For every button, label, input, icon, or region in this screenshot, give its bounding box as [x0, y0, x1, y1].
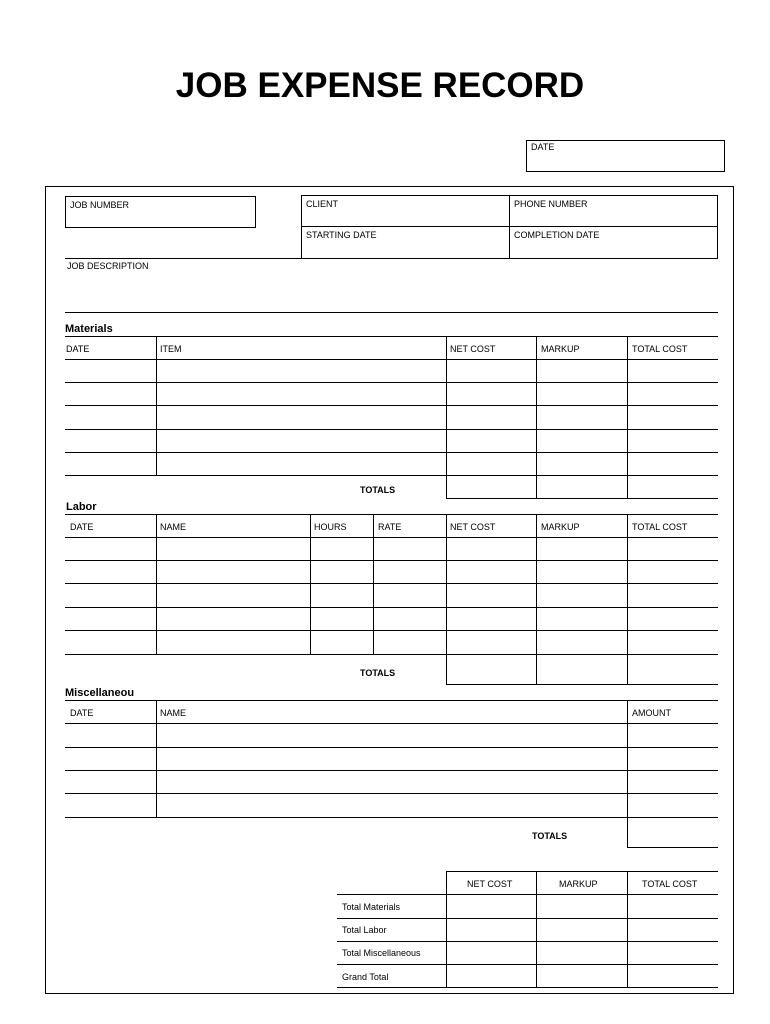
labor-col-divider [310, 514, 311, 654]
summary-row-total-materials: Total Materials [342, 902, 401, 912]
table-row[interactable] [65, 405, 718, 406]
labor-totals-bottom [446, 684, 718, 685]
table-row[interactable] [65, 654, 718, 655]
summary-col-net-cost: NET COST [467, 879, 513, 889]
materials-col-total-cost: TOTAL COST [632, 344, 688, 354]
table-row[interactable] [65, 382, 718, 383]
materials-col-divider [156, 336, 157, 475]
client-grid-left-bottom [65, 258, 301, 259]
table-row[interactable] [65, 359, 718, 360]
labor-col-markup: MARKUP [541, 522, 580, 532]
table-row[interactable] [65, 452, 718, 453]
materials-totals-bottom [446, 498, 718, 499]
client-label: CLIENT [306, 199, 339, 209]
materials-col-divider [446, 336, 447, 498]
table-row[interactable] [65, 770, 718, 771]
table-row[interactable] [337, 918, 718, 919]
completion-date-label: COMPLETION DATE [514, 230, 600, 240]
labor-col-total-cost: TOTAL COST [632, 522, 688, 532]
table-row[interactable] [65, 537, 718, 538]
materials-col-divider [536, 336, 537, 498]
table-row[interactable] [337, 941, 718, 942]
summary-col-total-cost: TOTAL COST [642, 879, 698, 889]
misc-col-divider [627, 700, 628, 847]
starting-date-label: STARTING DATE [306, 230, 377, 240]
job-number-label: JOB NUMBER [70, 200, 130, 210]
misc-heading: Miscellaneou [65, 687, 135, 699]
labor-col-net-cost: NET COST [450, 522, 496, 532]
labor-col-hours: HOURS [314, 522, 347, 532]
table-row[interactable] [65, 723, 718, 724]
summary-row-total-misc: Total Miscellaneous [342, 948, 421, 958]
misc-totals-bottom [627, 847, 718, 848]
table-row[interactable] [65, 817, 718, 818]
labor-col-name: NAME [160, 522, 187, 532]
labor-col-divider [627, 514, 628, 684]
misc-top-line [65, 700, 718, 701]
table-row[interactable] [65, 475, 718, 476]
materials-col-divider [627, 336, 628, 498]
page-title: JOB EXPENSE RECORD [175, 66, 585, 105]
summary-top-line [446, 871, 718, 872]
client-grid-vdivider [509, 195, 510, 259]
misc-col-name: NAME [160, 708, 187, 718]
job-description-line [65, 312, 718, 313]
labor-col-divider [373, 514, 374, 654]
table-row[interactable] [65, 583, 718, 584]
form-frame [45, 186, 734, 994]
table-row[interactable] [65, 747, 718, 748]
labor-totals-label: TOTALS [360, 668, 396, 678]
summary-col-markup: MARKUP [559, 879, 598, 889]
labor-col-rate: RATE [378, 522, 402, 532]
materials-col-markup: MARKUP [541, 344, 580, 354]
materials-col-item: ITEM [160, 344, 182, 354]
table-row[interactable] [65, 630, 718, 631]
labor-top-line [65, 514, 718, 515]
table-row[interactable] [337, 894, 718, 895]
table-row[interactable] [65, 607, 718, 608]
summary-col-divider [536, 871, 537, 987]
misc-col-divider [156, 700, 157, 817]
date-label: DATE [531, 142, 555, 152]
misc-col-amount: AMOUNT [632, 708, 671, 718]
table-row[interactable] [337, 987, 718, 988]
materials-col-date: DATE [66, 344, 90, 354]
labor-col-divider [446, 514, 447, 684]
summary-col-divider [627, 871, 628, 987]
labor-col-date: DATE [70, 522, 94, 532]
summary-row-grand-total: Grand Total [342, 972, 389, 982]
labor-heading: Labor [66, 501, 97, 513]
misc-totals-label: TOTALS [532, 831, 568, 841]
table-row[interactable] [65, 793, 718, 794]
date-field[interactable] [526, 140, 725, 172]
materials-col-net-cost: NET COST [450, 344, 496, 354]
summary-col-divider [446, 871, 447, 987]
materials-heading: Materials [65, 323, 113, 335]
phone-number-label: PHONE NUMBER [514, 199, 588, 209]
job-number-field[interactable] [65, 196, 256, 228]
misc-col-date: DATE [70, 708, 94, 718]
labor-col-divider [156, 514, 157, 654]
table-row[interactable] [65, 429, 718, 430]
labor-col-divider [536, 514, 537, 684]
materials-totals-label: TOTALS [360, 485, 396, 495]
materials-top-line [65, 336, 718, 337]
table-row[interactable] [65, 560, 718, 561]
summary-row-total-labor: Total Labor [342, 925, 387, 935]
table-row[interactable] [337, 964, 718, 965]
job-description-label: JOB DESCRIPTION [67, 261, 149, 271]
